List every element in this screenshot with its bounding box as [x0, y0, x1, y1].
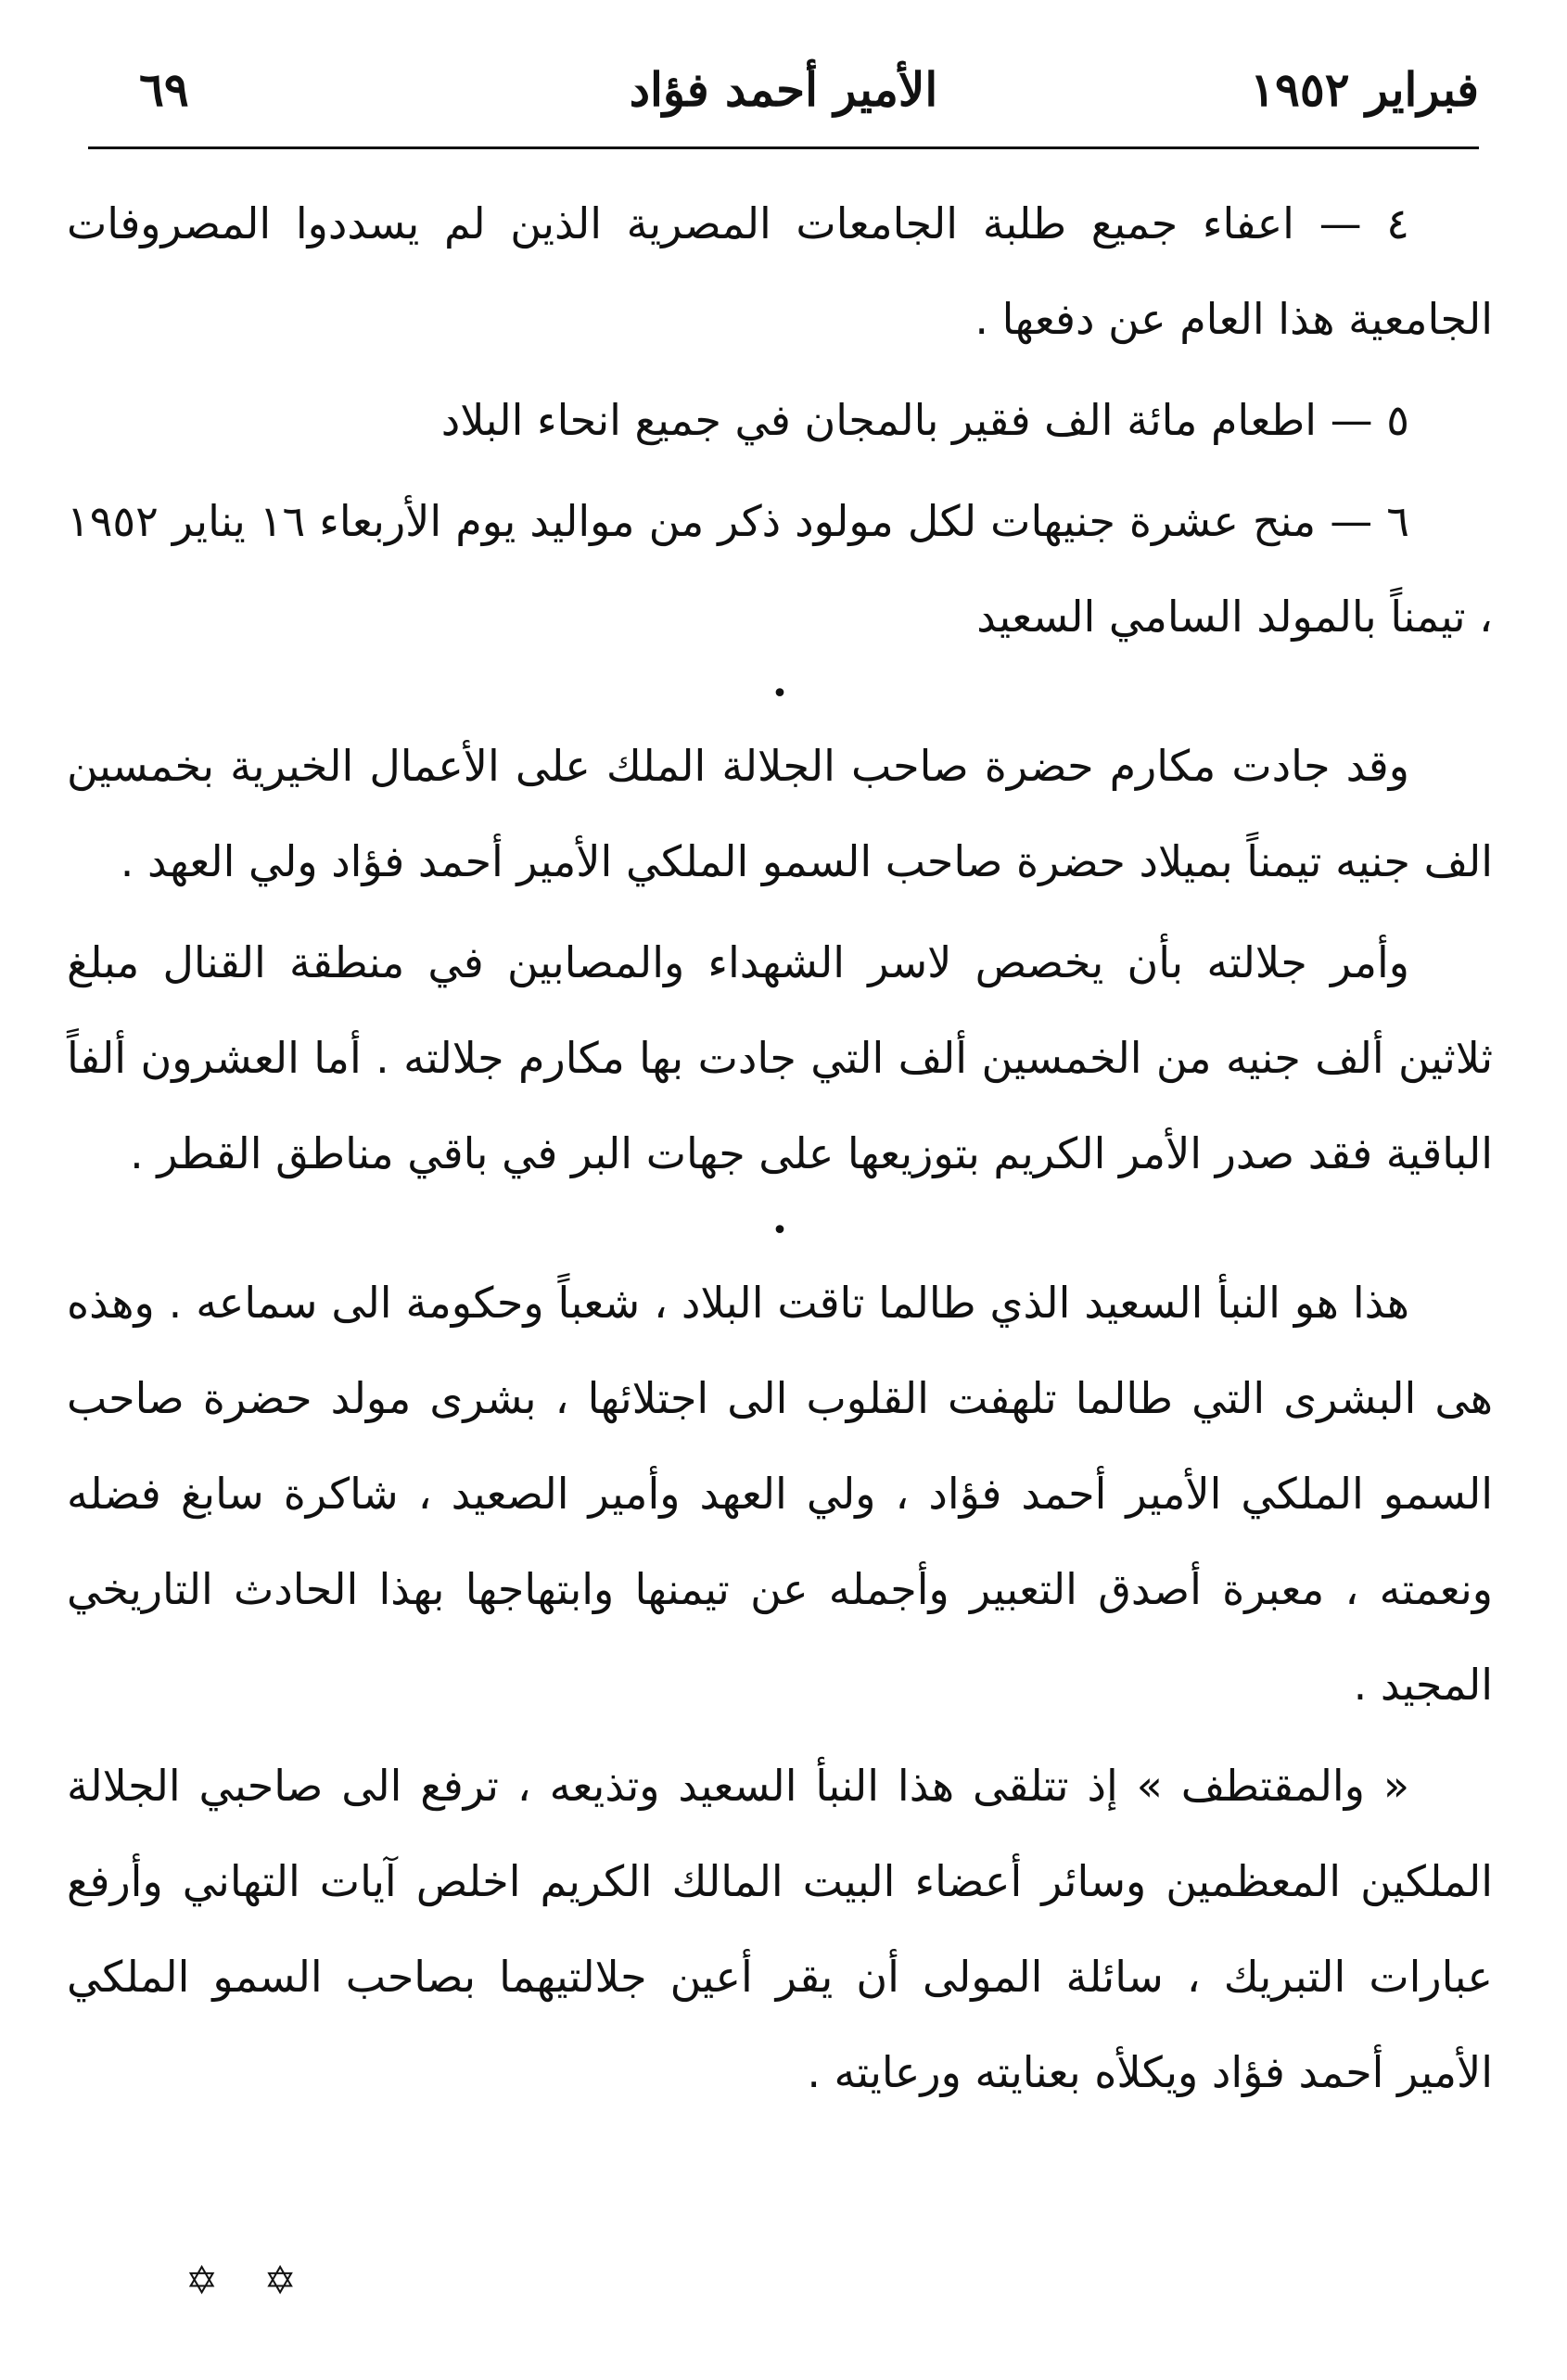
paragraph-announcement: هذا هو النبأ السعيد الذي طالما تاقت البلاد ، شعباً وحكومة الى سماعه . وهذه هى البشرى التي طالما تلهفت القلوب الى اجتلائها ، بشرى مولد حضرة صاحب السمو الملكي الأمير أحمد فؤاد ، ولي العهد وأمير الصعيد ، شاكرة سابغ فضله ونعمته ، معبرة أصدق التعبير وأجمله عن تيمنها وابتهاجها بهذا الحادث التاريخي المجيد . — [67, 1278, 1493, 1710]
list-item-6: ٦ — منح عشرة جنيهات لكل مولود ذكر من مواليد يوم الأربعاء ١٦ يناير ١٩٥٢ ، تيمناً بالمولد السامي السعيد — [67, 496, 1493, 642]
article-body — [67, 176, 1493, 2126]
header-date: فبراير ١٩٥٢ — [1250, 62, 1479, 117]
header-title: الأمير أحمد فؤاد — [629, 62, 938, 117]
header-rule — [88, 146, 1479, 149]
section-separator: • — [771, 678, 788, 710]
star-ornament-icon: ✡ ✡ — [185, 2258, 313, 2303]
paragraph-congratulations: « والمقتطف » إذ تتلقى هذا النبأ السعيد وتذيعه ، ترفع الى صاحبي الجلالة الملكين المعظمين وسائر أعضاء البيت المالك الكريم اخلص آيات التهاني وأرفع عبارات التبريك ، سائلة المولى أن يقر أعين جلالتيهما بصاحب السمو الملكي الأمير أحمد فؤاد ويكلأه بعنايته ورعايته . — [67, 1761, 1493, 2097]
page-number: ٦٩ — [139, 62, 189, 117]
running-header — [88, 57, 1479, 122]
list-item-4: ٤ — اعفاء جميع طلبة الجامعات المصرية الذين لم يسددوا المصروفات الجامعية هذا العام عن دفعها . — [67, 198, 1493, 344]
section-separator: • — [771, 1215, 788, 1247]
paragraph-donation: وقد جادت مكارم حضرة صاحب الجلالة الملك على الأعمال الخيرية بخمسين الف جنيه تيمناً بميلاد حضرة صاحب السمو الملكي الأمير أحمد فؤاد ولي العهد . — [67, 741, 1493, 886]
list-item-5: ٥ — اطعام مائة الف فقير بالمجان في جميع انحاء البلاد — [440, 395, 1409, 445]
paragraph-allocation: وأمر جلالته بأن يخصص لاسر الشهداء والمصابين في منطقة القنال مبلغ ثلاثين ألف جنيه من الخمسين ألف التي جادت بها مكارم جلالته . أما العشرون ألفاً الباقية فقد صدر الأمر الكريم بتوزيعها على جهات البر في باقي مناطق القطر . — [67, 937, 1493, 1178]
